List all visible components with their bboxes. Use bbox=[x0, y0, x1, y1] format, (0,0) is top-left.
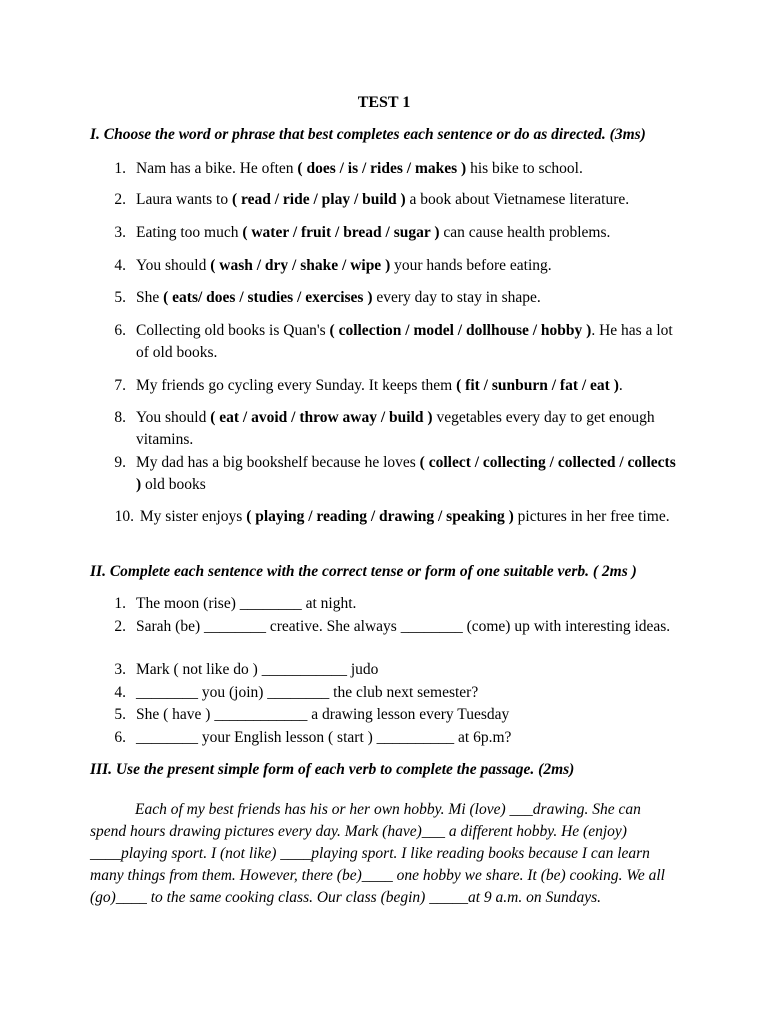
item-number: 3. bbox=[114, 661, 126, 678]
answer-options: ( collection / model / dollhouse / hobby ) bbox=[329, 322, 592, 339]
answer-options: ( playing / reading / drawing / speaking ) bbox=[246, 508, 514, 525]
item-text: She ( have ) ____________ a drawing lesson every Tuesday bbox=[136, 706, 510, 723]
item-number: 2. bbox=[114, 191, 126, 208]
item-number: 1. bbox=[114, 595, 126, 612]
answer-options: ( eat / avoid / throw away / build ) bbox=[210, 409, 433, 426]
answer-options: ( fit / sunburn / fat / eat ) bbox=[456, 377, 619, 394]
item-text: My dad has a big bookshelf because he loves ( collect / collecting / collected / collects ) old books bbox=[136, 454, 676, 493]
item-number: 8. bbox=[114, 409, 126, 426]
item-text: She ( eats/ does / studies / exercises ) every day to stay in shape. bbox=[136, 289, 541, 306]
item-number: 5. bbox=[114, 706, 126, 723]
answer-options: ( collect / collecting / collected / collects ) bbox=[136, 454, 676, 493]
item-number: 10. bbox=[114, 508, 134, 525]
item-text: ________ your English lesson ( start ) __________ at 6p.m? bbox=[136, 729, 512, 746]
item-number: 7. bbox=[114, 377, 126, 394]
answer-options: ( does / is / rides / makes ) bbox=[297, 160, 467, 177]
item-text: ________ you (join) ________ the club next semester? bbox=[136, 684, 479, 701]
item-number: 4. bbox=[114, 257, 126, 274]
answer-options: ( read / ride / play / build ) bbox=[231, 191, 406, 208]
item-text: My friends go cycling every Sunday. It keeps them ( fit / sunburn / fat / eat ). bbox=[136, 377, 623, 394]
item-number: 6. bbox=[114, 322, 126, 339]
item-text: Eating too much ( water / fruit / bread / sugar ) can cause health problems. bbox=[136, 224, 611, 241]
item-number: 1. bbox=[114, 160, 126, 177]
section-1-heading: I. Choose the word or phrase that best completes each sentence or do as directed. (3ms) bbox=[90, 126, 646, 143]
item-text: The moon (rise) ________ at night. bbox=[136, 595, 357, 612]
item-number: 6. bbox=[114, 729, 126, 746]
item-text: Laura wants to ( read / ride / play / build ) a book about Vietnamese literature. bbox=[136, 191, 630, 208]
section-3-heading: III. Use the present simple form of each verb to complete the passage. (2ms) bbox=[90, 761, 575, 778]
item-number: 2. bbox=[114, 618, 126, 635]
passage bbox=[90, 799, 680, 909]
section-2-heading: II. Complete each sentence with the correct tense or form of one suitable verb. ( 2ms ) bbox=[90, 563, 637, 580]
item-text: Nam has a bike. He often ( does / is / rides / makes ) his bike to school. bbox=[136, 160, 583, 177]
answer-options: ( water / fruit / bread / sugar ) bbox=[242, 224, 440, 241]
passage-text: Each of my best friends has his or her own hobby. Mi (love) ___drawing. She can spend hours drawing pictures every day. Mark (have)___ a different hobby. He (enjoy) ____playing sport. I (not like) ____playing sport. I like reading books because I can learn many things from them. However, there (be)____ one hobby we share. It (be) cooking. We all (go)____ to the same cooking class. Our class (begin) _____at 9 a.m. on Sundays. bbox=[90, 801, 665, 906]
answer-options: ( eats/ does / studies / exercises ) bbox=[163, 289, 373, 306]
item-number: 9. bbox=[114, 454, 126, 471]
item-text: Collecting old books is Quan's ( collection / model / dollhouse / hobby ). He has a lot of old books. bbox=[136, 322, 673, 361]
page-title: TEST 1 bbox=[357, 94, 411, 111]
item-text: My sister enjoys ( playing / reading / drawing / speaking ) pictures in her free time. bbox=[139, 508, 670, 525]
item-number: 4. bbox=[114, 684, 126, 701]
item-text: Sarah (be) ________ creative. She always ________ (come) up with interesting ideas. bbox=[136, 618, 671, 635]
item-text: Mark ( not like do ) ___________ judo bbox=[136, 661, 379, 678]
item-number: 3. bbox=[114, 224, 126, 241]
item-text: You should ( wash / dry / shake / wipe ) your hands before eating. bbox=[136, 257, 552, 274]
item-number: 5. bbox=[114, 289, 126, 306]
item-text: You should ( eat / avoid / throw away / build ) vegetables every day to get enough vitamins. bbox=[136, 409, 655, 448]
answer-options: ( wash / dry / shake / wipe ) bbox=[210, 257, 391, 274]
